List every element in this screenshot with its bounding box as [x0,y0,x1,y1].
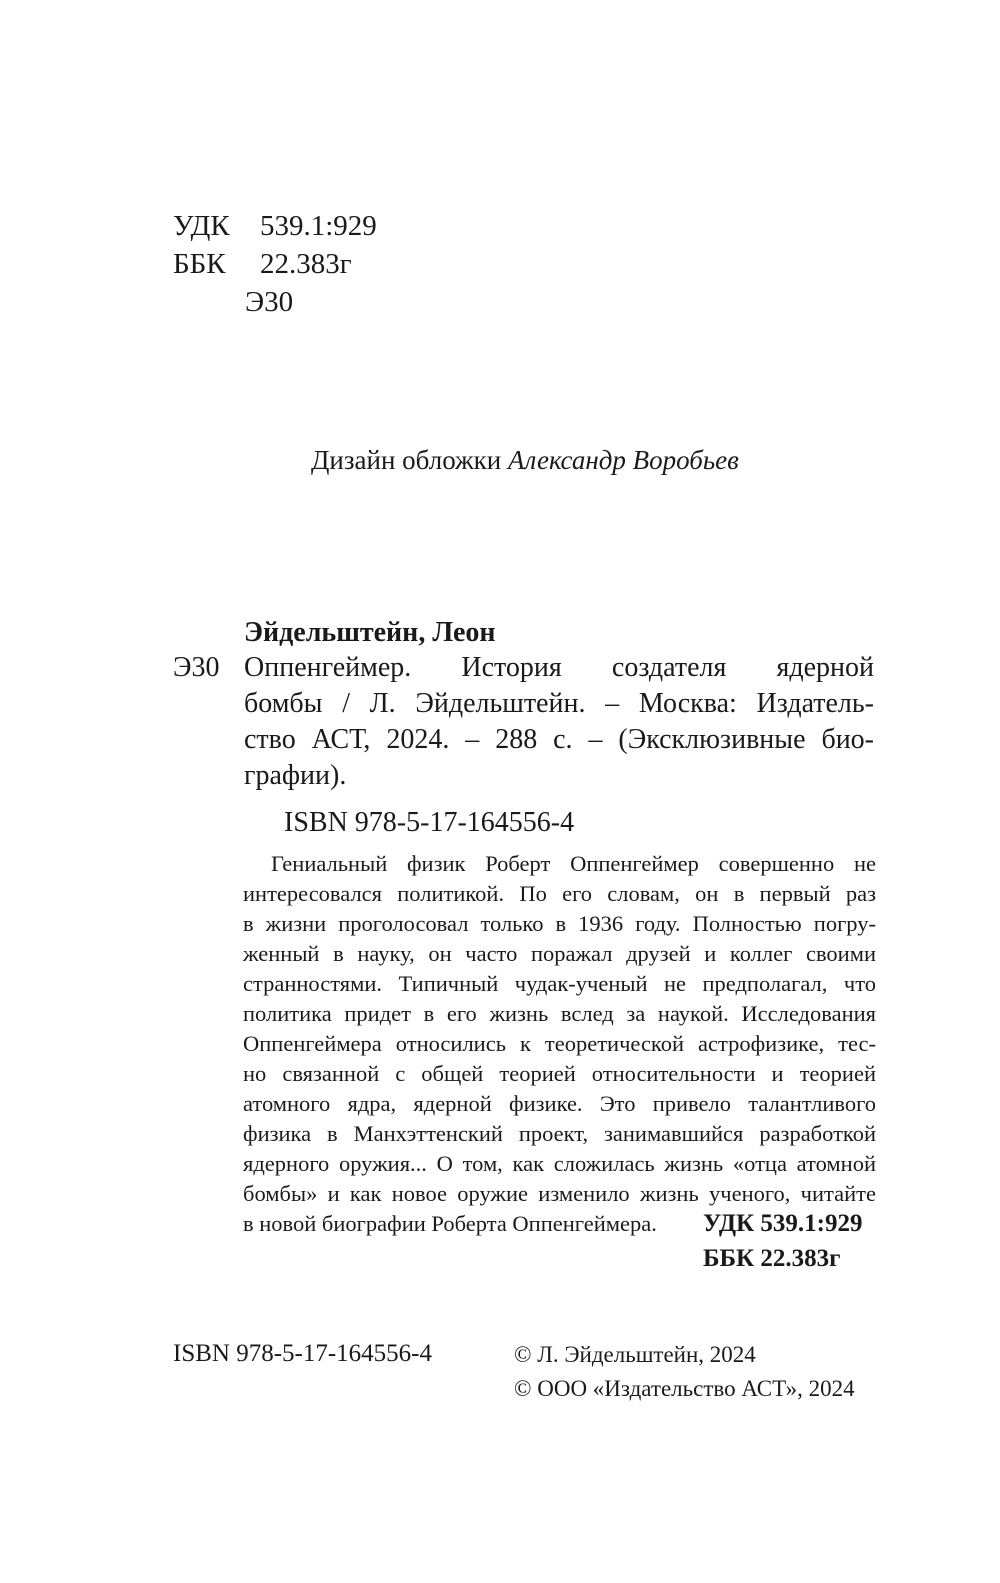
author-mark-top: Э30 [245,286,294,318]
annotation-line: странностями. Типичный чудак-ученый не предполагал, что [243,971,876,996]
bbk-top-row [173,245,352,283]
copyright-author: © Л. Эйдельштейн, 2024 [514,1342,756,1367]
udc-top-row [173,207,377,245]
annotation [243,849,876,1239]
cover-design-credit [311,442,739,478]
record-description-line: ство АСТ, 2024. – 288 с. – (Эксклюзивные био- [244,724,874,755]
annotation-line: политика придет в его жизнь вслед за наукой. Исследования [243,1001,876,1026]
record-description-line: графии). [244,760,347,791]
bbk-bottom: ББК 22.383г [703,1245,841,1272]
udc-bottom: УДК 539.1:929 [703,1210,863,1237]
record-author: Эйдельштейн, Леон [244,617,496,648]
record-description-line: бомбы / Л. Эйдельштейн. – Москва: Издатель- [244,688,874,719]
cover-designer-name: Александр Воробьев [508,445,739,475]
annotation-line: физика в Манхэттенский проект, занимавшийся разработкой [243,1121,876,1146]
record-isbn: ISBN 978-5-17-164556-4 [284,807,575,838]
bbk-label: ББК [173,248,226,280]
cover-design-label: Дизайн обложки [311,445,502,475]
footer-isbn: ISBN 978-5-17-164556-4 [173,1340,433,1367]
udc-label: УДК [173,210,230,242]
annotation-line: бомбы» и как новое оружие изменило жизнь ученого, читайте [243,1181,876,1206]
udc-value: 539.1:929 [260,210,377,242]
record-author-mark: Э30 [173,652,220,683]
annotation-line: атомного ядра, ядерной физике. Это привело талантливого [243,1091,876,1116]
record-description-line: Оппенгеймер. История создателя ядерной [244,652,874,683]
annotation-line: но связанной с общей теорией относительности и теорией [243,1061,876,1086]
record-description [244,650,874,794]
copyright-publisher: © ООО «Издательство АСТ», 2024 [514,1376,855,1401]
annotation-line: в жизни проголосовал только в 1936 году. Полностью погру- [243,911,876,936]
annotation-line: ядерного оружия... О том, как сложилась жизнь «отца атомной [243,1151,876,1176]
annotation-line: женный в науку, он часто поражал друзей и коллег своими [243,941,876,966]
bbk-value: 22.383г [260,248,352,280]
annotation-line: Оппенгеймера относились к теоретической астрофизике, тес- [243,1031,876,1056]
annotation-line: в новой биографии Роберта Оппенгеймера. [243,1211,657,1236]
annotation-line: интересовался политикой. По его словам, он в первый раз [243,881,876,906]
annotation-line: Гениальный физик Роберт Оппенгеймер совершенно не [271,851,876,876]
